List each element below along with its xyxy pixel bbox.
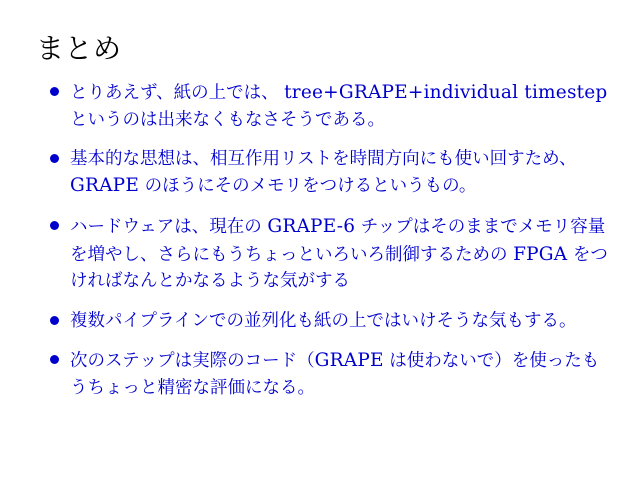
bullet-dot-icon bbox=[50, 355, 59, 364]
bullet-text: 基本的な思想は、相互作用リストを時間方向にも使い回すため、 GRAPE のほうにそのメモリをつけるというもの。 bbox=[70, 148, 577, 197]
bullet-text: 複数パイプラインでの並列化も紙の上ではいけそうな気もする。 bbox=[70, 310, 577, 331]
list-item bbox=[32, 146, 614, 200]
bullet-text: とりあえず、紙の上では、 tree+GRAPE+individual timestep というのは出来なくもなさそうである。 bbox=[70, 81, 608, 130]
bullet-dot-icon bbox=[50, 87, 59, 96]
list-item bbox=[32, 347, 614, 401]
bullet-list bbox=[32, 79, 614, 401]
bullet-dot-icon bbox=[50, 154, 59, 163]
bullet-text: ハードウェアは、現在の GRAPE-6 チップはそのままでメモリ容量を増やし、さらにもうちょっといろいろ制御するための FPGA をつければなんとかなるような気がする bbox=[70, 215, 608, 292]
bullet-dot-icon bbox=[50, 221, 59, 230]
list-item bbox=[32, 79, 614, 133]
bullet-dot-icon bbox=[50, 316, 59, 325]
list-item bbox=[32, 308, 614, 334]
bullet-text: 次のステップは実際のコード（GRAPE は使わないで）を使ったもうちょっと精密な評価になる。 bbox=[70, 349, 600, 398]
page-title: まとめ bbox=[36, 32, 122, 65]
list-item bbox=[32, 213, 614, 295]
